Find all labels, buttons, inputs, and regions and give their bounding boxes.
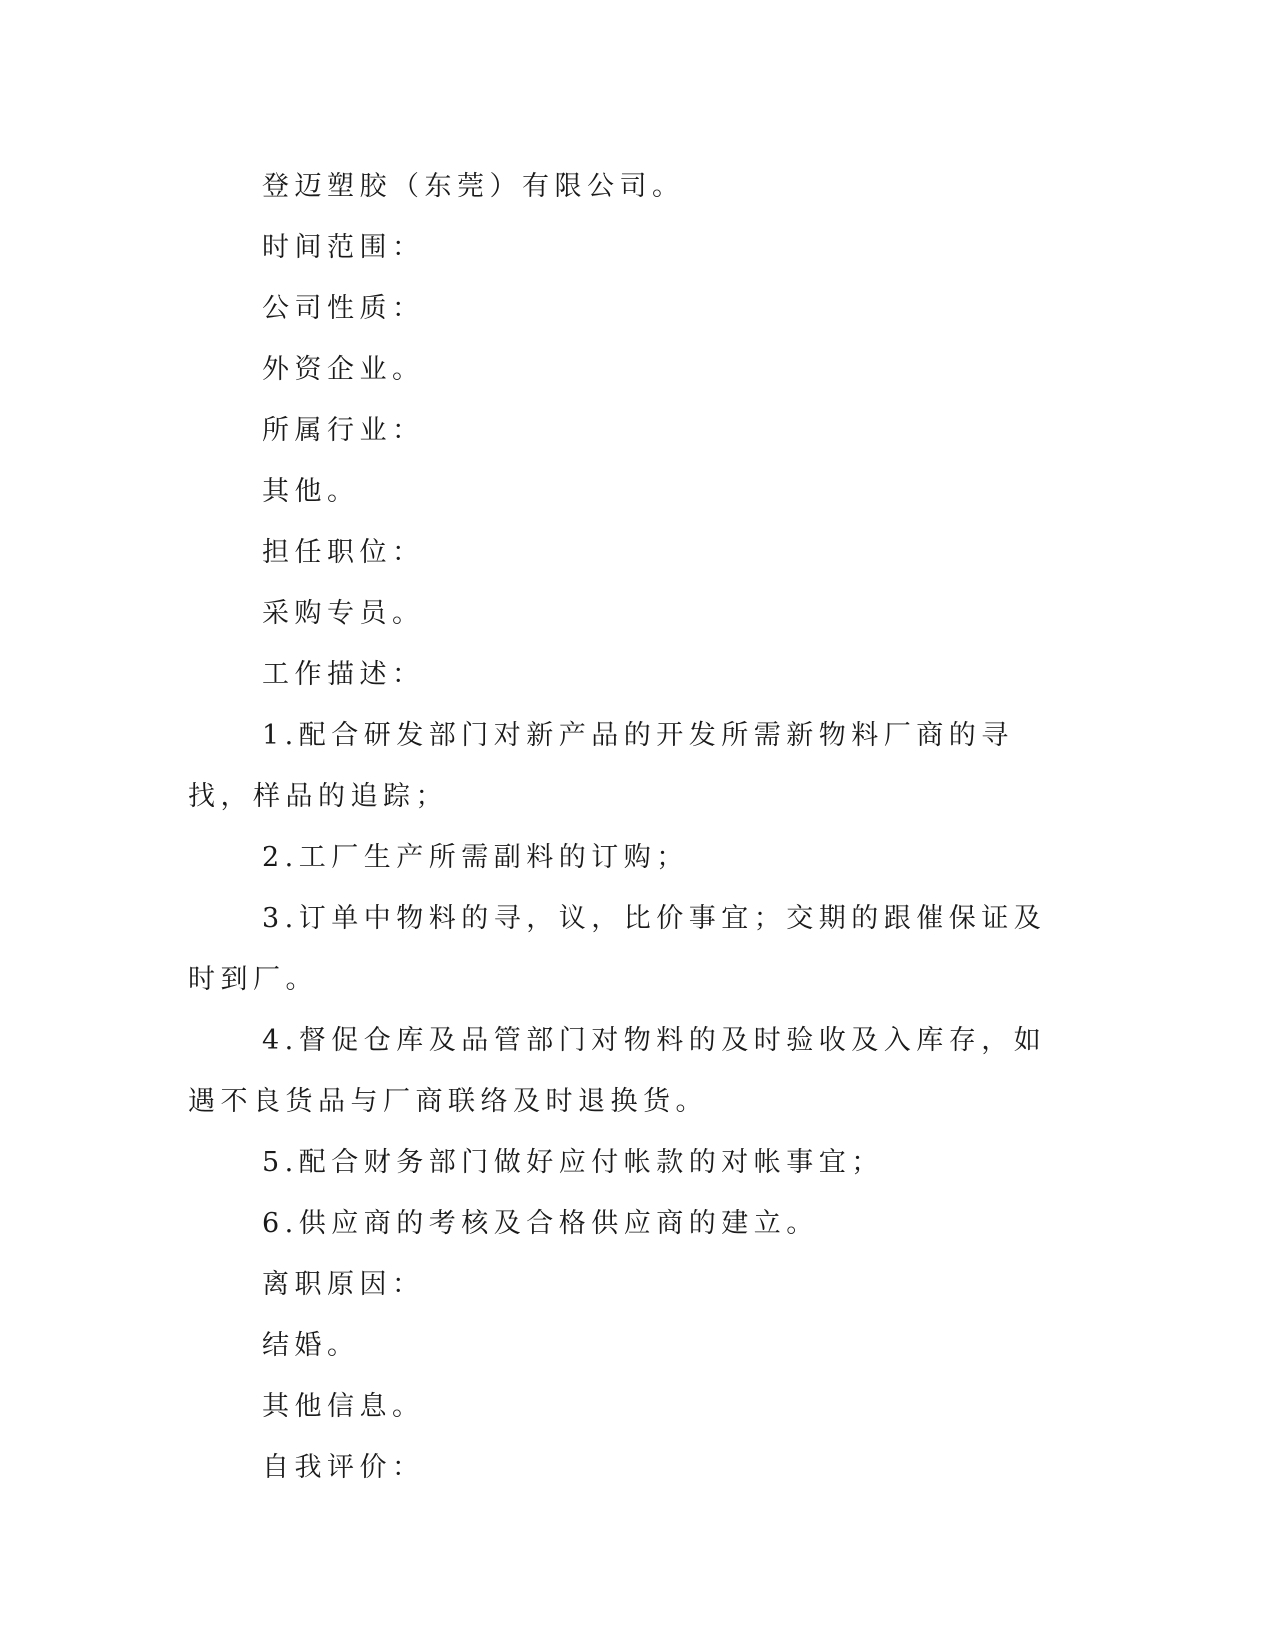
other-info-heading: 其他信息。 [262, 1391, 425, 1422]
time-range-label: 时间范围： [262, 232, 425, 263]
position-label: 担任职位： [262, 537, 425, 568]
self-evaluation-label: 自我评价： [262, 1452, 425, 1483]
leaving-reason-value: 结婚。 [262, 1330, 360, 1361]
job-duty-item: 1.配合研发部门对新产品的开发所需新物料厂商的寻找，样品的追踪； [188, 720, 1014, 812]
job-duty-item: 4.督促仓库及品管部门对物料的及时验收及入库存，如遇不良货品与厂商联络及时退换货。 [188, 1025, 1047, 1117]
job-description-label: 工作描述： [262, 659, 425, 690]
company-type-value: 外资企业。 [262, 354, 425, 385]
company-type-label: 公司性质： [262, 293, 425, 324]
job-duty-item: 3.订单中物料的寻，议，比价事宜；交期的跟催保证及时到厂。 [188, 903, 1047, 995]
company-name: 登迈塑胶（东莞）有限公司。 [262, 171, 685, 202]
industry-label: 所属行业： [262, 415, 425, 446]
industry-value: 其他。 [262, 476, 360, 507]
job-duty-item: 2.工厂生产所需副料的订购； [262, 842, 689, 873]
leaving-reason-label: 离职原因： [262, 1269, 425, 1300]
document-body [188, 156, 1068, 1498]
job-duty-item: 5.配合财务部门做好应付帐款的对帐事宜； [262, 1147, 884, 1178]
position-value: 采购专员。 [262, 598, 425, 629]
job-duty-item: 6.供应商的考核及合格供应商的建立。 [262, 1208, 819, 1239]
